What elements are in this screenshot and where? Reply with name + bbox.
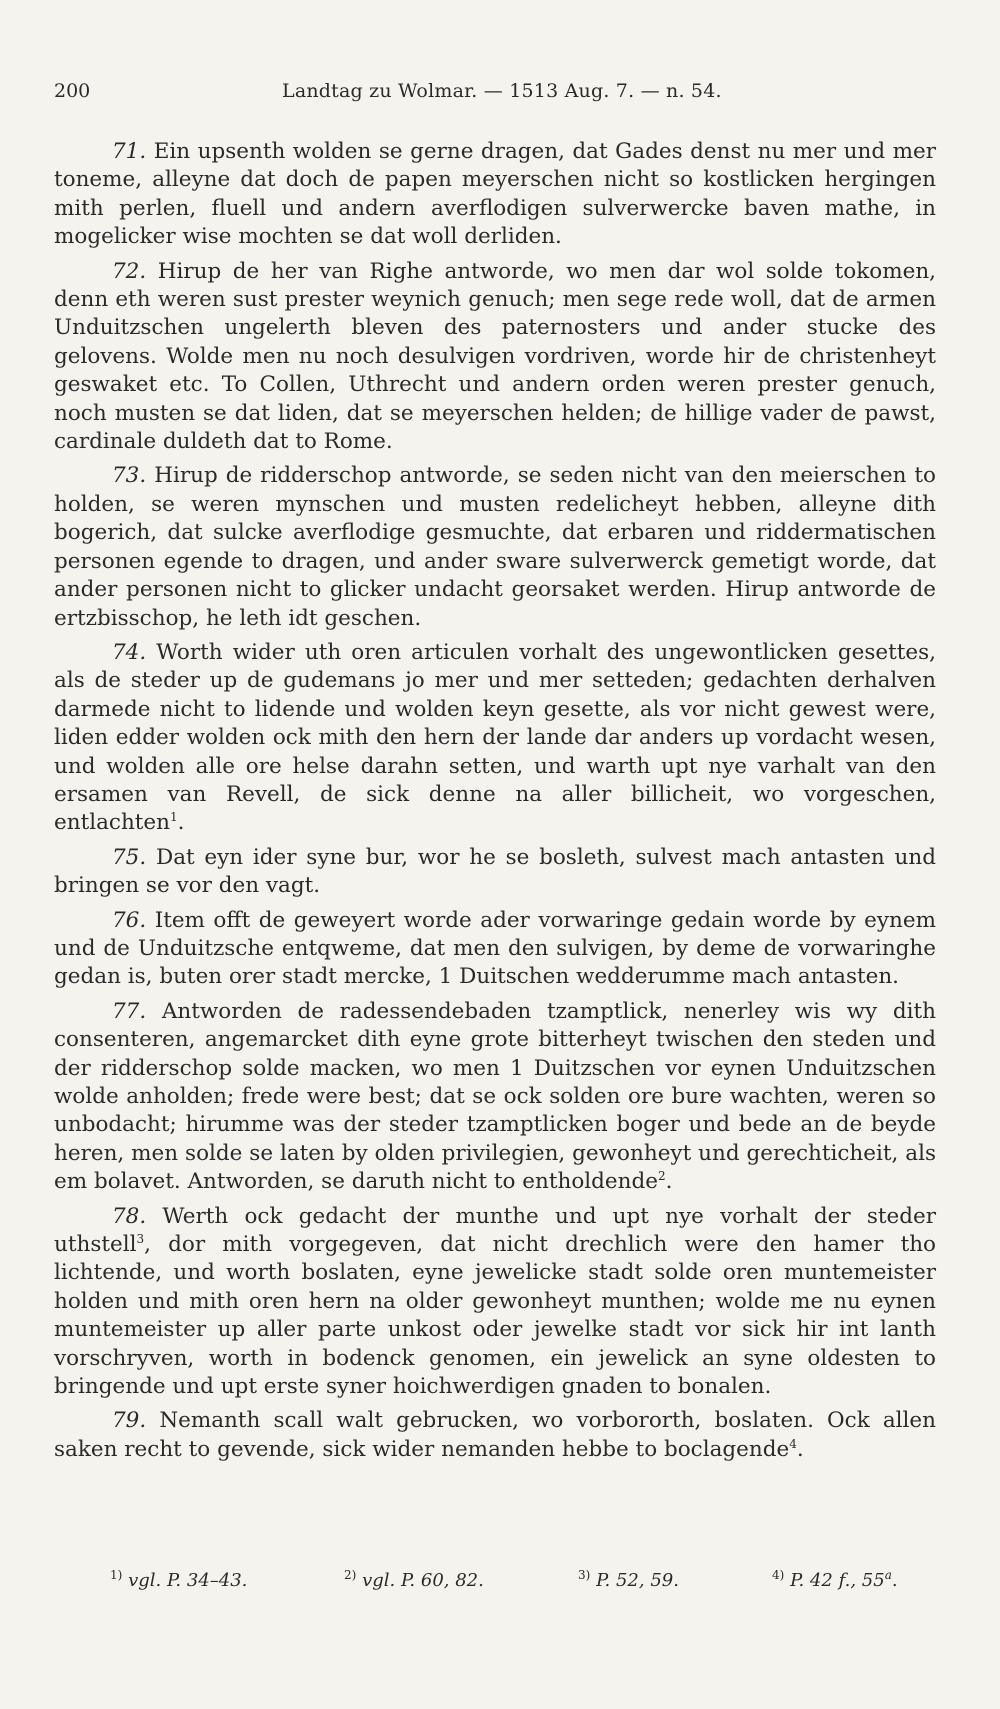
footnote-text: vgl. P. 60, 82. [362, 1570, 484, 1591]
paragraph-text: Dat eyn ider syne bur, wor he se bosleth, sulvest mach antasten und bringen se vor den vagt. [54, 844, 936, 899]
paragraph-text: Nemanth scall walt gebrucken, wo vorbororth, boslaten. Ock allen saken recht to gevende, sick wider nemanden hebbe to boclagende [54, 1408, 936, 1462]
paragraph-number: 79. [112, 1408, 147, 1434]
footnote-reference: 3 [136, 1231, 145, 1246]
footnote-text: vgl. P. 34–43. [128, 1570, 248, 1591]
paragraph-73 [54, 462, 936, 632]
footnote-text: P. 42 f., 55 [790, 1570, 885, 1591]
paragraph-number: 78. [112, 1203, 147, 1229]
paragraph-75 [54, 844, 936, 901]
footnote-mark: 1) [110, 1568, 123, 1582]
paragraph-text: Item offt de geweyert worde ader vorwaringe gedain worde by eynem und de Unduitzsche entqweme, dat men den sulvigen, by deme de vorwaringhe gedan is, buten orer stadt mercke, 1 Duitschen wedderumme mach antasten. [54, 907, 936, 990]
footnote-reference: 4 [789, 1436, 797, 1451]
paragraph-text: Hirup de her van Righe antworde, wo men dar wol solde tokomen, denn eth weren sust prester weynich genuch; men sege rede woll, dat de armen Unduitzschen ungelerth bleven des paternosters und ander stucke des gelovens. Wolde men nu noch desulvigen vordriven, worde hir de christenheyt geswaket etc. To Collen, Uthrecht und andern orden weren prester genuch, noch musten se dat liden, dat se meyerschen helden; de hillige vader de pawst, cardinale duldeth dat to Rome. [54, 258, 937, 455]
body-text [54, 138, 936, 1470]
paragraph-77: 77. Antworden de radessendebaden tzamptlick, nenerley wis wy dith consenteren, angemarcket dith eyne grote bitterheyt twischen den steden und der ridderschop solde macken, wo men 1 Duitzschen vor eynen Unduitzschen wolde anholden; frede were best; dat se ock solden ore bure wachten, weren so unbodacht; hirumme was der steder tzamptlicken boger und bede an de beyde heren, men solde se laten by olden privilegien, gewonheyt und gerechticheit, als em bolavet. Antworden, se daruth nicht to entholdende$^2$. [54, 998, 936, 1195]
page-header [54, 76, 934, 106]
paragraph-number: 71. [112, 139, 147, 164]
paragraph-number: 75. [112, 844, 147, 870]
page-number: 200 [54, 80, 91, 102]
paragraph-number: 76. [112, 907, 147, 933]
paragraph-78 [54, 1203, 936, 1402]
footnote-superscript: a [884, 1568, 892, 1582]
paragraph-text: Worth wider uth oren articulen vorhalt des ungewontlicken gesettes, als de steder up de gudemans jo mer und mer setteden; gedachten derhalven darmede nicht to lidende und wolden keyn gesette, als vor nicht gewest were, liden edder wolden ock mith den hern der lande dar anders up vordacht wesen, und wolden alle ore helse darahn setten, und warth upt nye varhalt van den ersamen van Revell, de sick denne na aller billicheit, wo vorgeschen, entlachten [54, 639, 936, 836]
footnote-1 [110, 1566, 247, 1596]
footnote-text: P. 52, 59. [596, 1570, 679, 1591]
paragraph-number: 73. [112, 463, 147, 489]
paragraph-76 [54, 907, 936, 992]
footnote-mark: 2) [344, 1568, 357, 1582]
paragraph-number: 77. [112, 998, 147, 1024]
paragraph-72 [54, 258, 936, 457]
paragraph-79: 79. Nemanth scall walt gebrucken, wo vorbororth, boslaten. Ock allen saken recht to gevende, sick wider nemanden hebbe to boclagende$^4$. [54, 1408, 936, 1462]
footnote-reference: 1 [170, 810, 178, 825]
footnotes [110, 1566, 950, 1596]
footnote-reference: 2 [657, 1169, 666, 1184]
running-title: Landtag zu Wolmar. — 1513 Aug. 7. — n. 54. [282, 80, 722, 102]
paragraph-number: 72. [112, 258, 147, 284]
footnote-mark: 4) [772, 1568, 785, 1582]
footnote-mark: 3) [578, 1568, 591, 1582]
paragraph-text: Antworden de radessendebaden tzamptlick, nenerley wis wy dith consenteren, angemarcket dith eyne grote bitterheyt twischen den steden und der ridderschop solde macken, wo men 1 Duitzschen vor eynen Unduitzschen wolde anholden; frede were best; dat se ock solden ore bure wachten, weren so unbodacht; hirumme was der steder tzamptlicken boger und bede an de beyde heren, men solde se laten by olden privilegien, gewonheyt und gerechticheit, als em bolavet. Antworden, se daruth nicht to entholdende [54, 998, 936, 1195]
footnote-4 [772, 1566, 898, 1596]
paragraph-74: 74. Worth wider uth oren articulen vorhalt des ungewontlicken gesettes, als de steder up de gudemans jo mer und mer setteden; gedachten derhalven darmede nicht to lidende und wolden keyn gesette, als vor nicht gewest were, liden edder wolden ock mith den hern der lande dar anders up vordacht wesen, und wolden alle ore helse darahn setten, und warth upt nye varhalt van den ersamen van Revell, de sick denne na aller billicheit, wo vorgeschen, entlachten$^1$. [54, 639, 936, 836]
paragraph-text-continued: , dor mith vorgegeven, dat nicht drechlich were den hamer tho lichtende, und worth boslaten, eyne jewelicke stadt solde oren muntemeister holden und mith oren hern na older gewonheyt munthen; wolde me nu eynen muntemeister up aller parte unkost oder jewelke stadt vor sick hir int lanth vorschryven, worth in bodenck genomen, ein jewelick an syne oldesten to bringende und upt erste syner hoichwerdigen gnaden to bonalen. [54, 1232, 936, 1400]
paragraph-text: Werth ock gedacht der munthe und upt nye vorhalt der steder uthstell [54, 1203, 936, 1258]
paragraph-text: Ein upsenth wolden se gerne dragen, dat Gades denst nu mer und mer toneme, alleyne dat doch de papen meyerschen nicht so kostlicken hergingen mith perlen, fluell und andern averflodigen sulverwercke baven mathe, in mogelicker wise mochten se dat woll derliden. [54, 139, 936, 250]
footnote-tail: . [891, 1570, 898, 1591]
paragraph-text: Hirup de ridderschop antworde, se seden nicht van den meierschen to holden, se weren mynschen und musten redelicheyt hebben, alleyne dith bogerich, dat sulcke averflodige gesmuchte, dat erbaren und riddermatischen personen egende to dragen, und ander sware sulverwerck gemetigt worde, dat ander personen nicht to glicker undacht georsaket werden. Hirup antworde de ertzbisschop, he leth idt geschen. [54, 463, 936, 631]
footnote-3 [578, 1566, 679, 1596]
paragraph-71 [54, 138, 936, 252]
paragraph-number: 74. [112, 639, 147, 665]
footnote-2 [344, 1566, 484, 1596]
